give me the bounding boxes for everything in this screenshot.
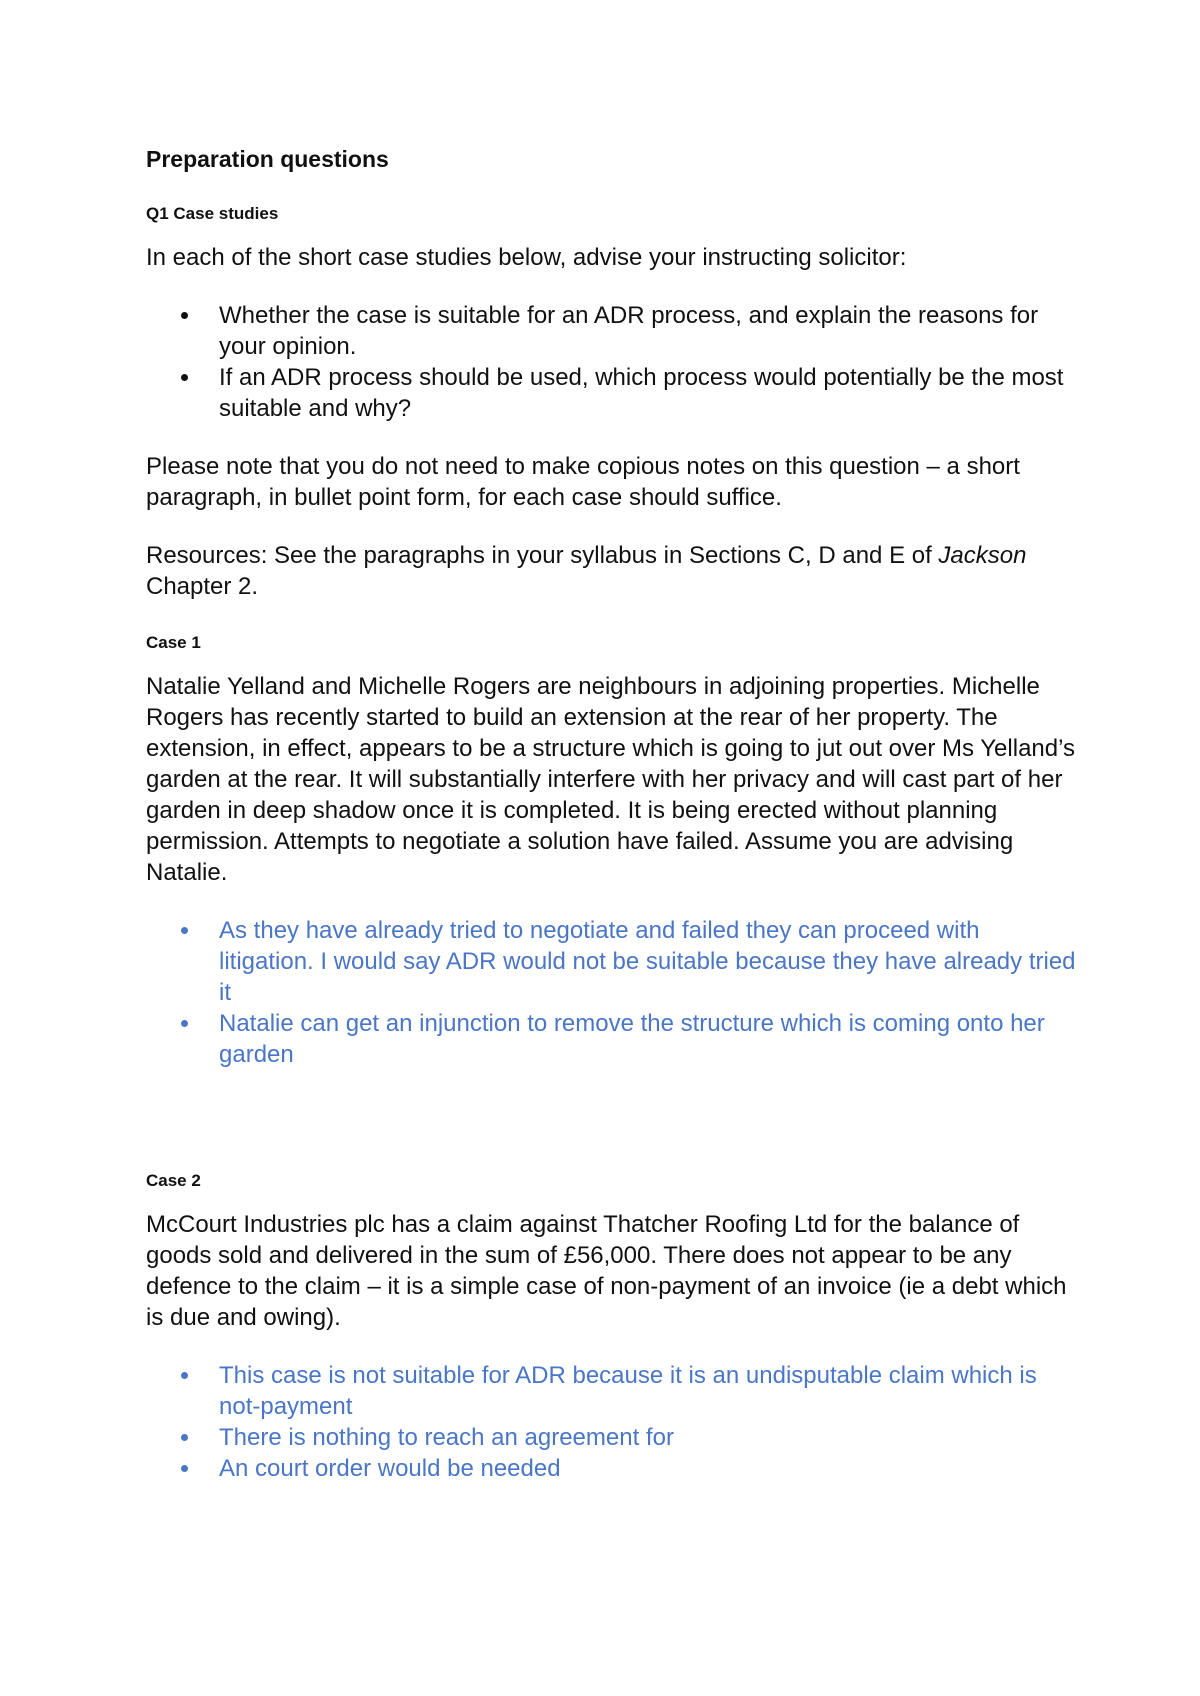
case2-body: McCourt Industries plc has a claim against Thatcher Roofing Ltd for the balance of goods sold and delivered in the sum of £56,000. There does not appear to be any defence to the claim – it is a simple case of non-payment of an invoice (ie a debt which is due and owing). [146, 1211, 1067, 1331]
case1-answers-list [146, 915, 1076, 1070]
list-item [146, 1422, 1076, 1453]
bullet-icon [181, 1465, 188, 1472]
case2-heading: Case 2 [146, 1171, 201, 1190]
answer-text: Natalie can get an injunction to remove the structure which is coming onto her garden [219, 1010, 1045, 1068]
resources-text: Resources: See the paragraphs in your syllabus in Sections C, D and E of [146, 542, 939, 569]
list-item [146, 1453, 1076, 1484]
instruction-text: If an ADR process should be used, which process would potentially be the most suitable and why? [219, 364, 1064, 422]
resources-paragraph [146, 540, 1076, 602]
bullet-icon [181, 312, 188, 319]
answer-text: As they have already tried to negotiate and failed they can proceed with litigation. I would say ADR would not be suitable because they have already tried it [219, 917, 1076, 1006]
intro-paragraph: In each of the short case studies below, advise your instructing solicitor: [146, 244, 907, 271]
list-item [146, 300, 1076, 362]
document-page [146, 142, 1076, 1511]
bullet-icon [181, 374, 188, 381]
instruction-text: Whether the case is suitable for an ADR process, and explain the reasons for your opinion. [219, 302, 1039, 360]
answer-text: This case is not suitable for ADR because it is an undisputable claim which is not-payment [219, 1362, 1037, 1420]
note-paragraph: Please note that you do not need to make copious notes on this question – a short paragraph, in bullet point form, for each case should suffice. [146, 453, 1020, 511]
case1-heading: Case 1 [146, 633, 201, 652]
case2-answers-list [146, 1360, 1076, 1484]
instructions-list [146, 300, 1076, 424]
q1-heading: Q1 Case studies [146, 204, 279, 223]
bullet-icon [181, 1020, 188, 1027]
list-item [146, 1008, 1076, 1070]
answer-text: There is nothing to reach an agreement for [219, 1424, 674, 1451]
section-spacer [146, 1097, 1076, 1167]
list-item [146, 362, 1076, 424]
document-title: Preparation questions [146, 146, 389, 172]
bullet-icon [181, 1434, 188, 1441]
list-item [146, 915, 1076, 1008]
answer-text: An court order would be needed [219, 1455, 561, 1482]
bullet-icon [181, 1372, 188, 1379]
bullet-icon [181, 927, 188, 934]
list-item [146, 1360, 1076, 1422]
resources-book-title: Jackson [938, 542, 1027, 569]
resources-text-end: Chapter 2. [146, 573, 259, 600]
case1-body: Natalie Yelland and Michelle Rogers are neighbours in adjoining properties. Michelle Rogers has recently started to build an extension at the rear of her property. The extension, in effect, appears to be a structure which is going to jut out over Ms Yelland’s garden at the rear. It will substantially interfere with her privacy and will cast part of her garden in deep shadow once it is completed. It is being erected without planning permission. Attempts to negotiate a solution have failed. Assume you are advising Natalie. [146, 673, 1076, 886]
